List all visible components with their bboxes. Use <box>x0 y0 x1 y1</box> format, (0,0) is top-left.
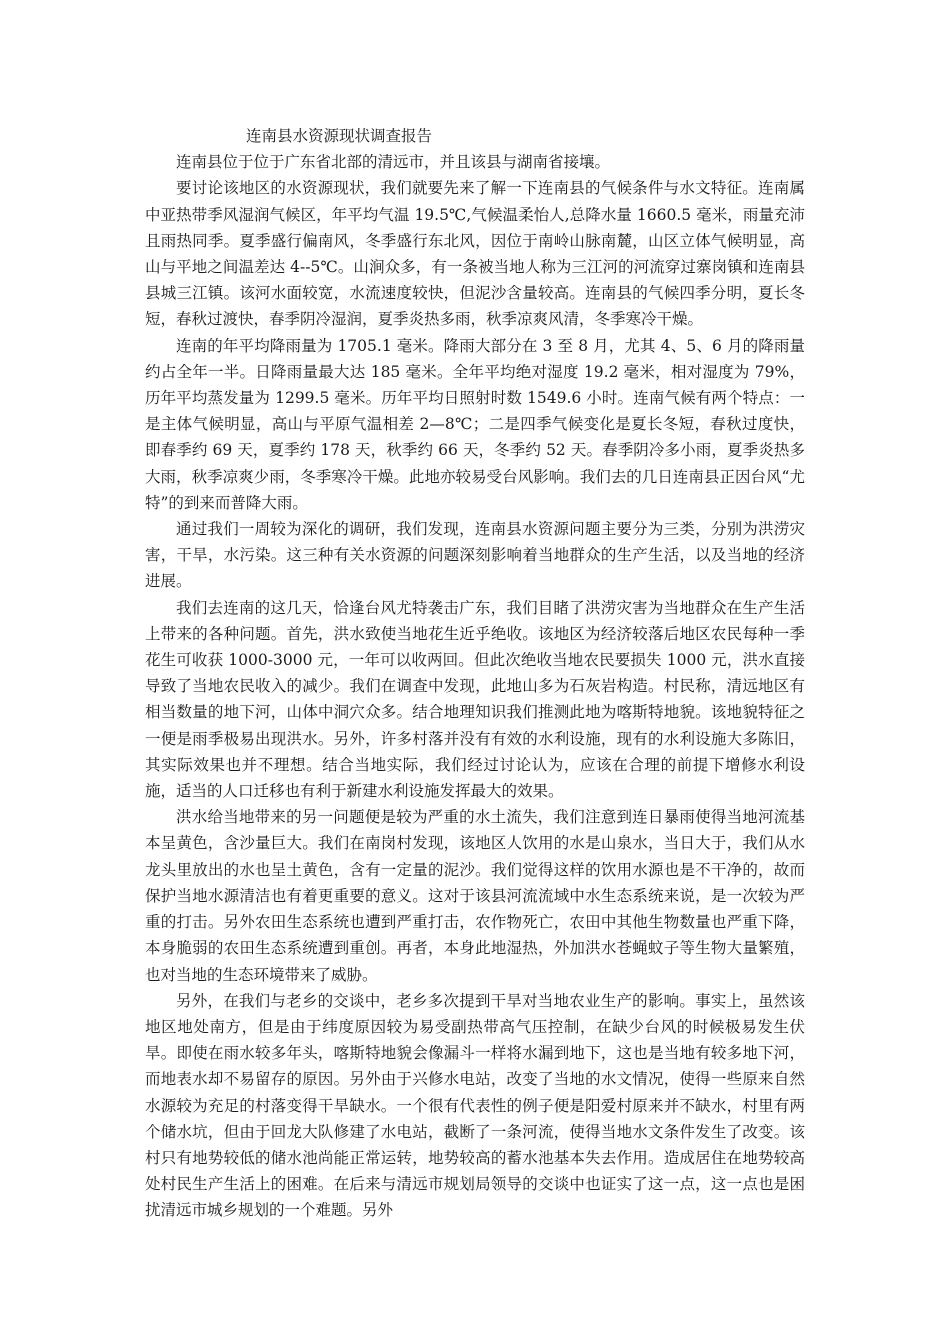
paragraph-flood: 我们去连南的这几天，恰逢台风尤特袭击广东，我们目睹了洪涝灾害为当地群众在生产生活上带来的各种问题。首先，洪水致使当地花生近乎绝收。该地区为经济较落后地区农民每种一季花生可收获 1000-3000 元，一年可以收两回。但此次绝收当地农民要损失 1000 元，洪水直接导致了当地农民收入的减少。我们在调查中发现，此地山多为石灰岩构造。村民称，清远地区有相当数量的地下河，山体中洞穴众多。结合地理知识我们推测此地为喀斯特地貌。该地貌特征之一便是雨季极易出现洪水。另外，许多村落并没有有效的水利设施，现有的水利设施大多陈旧，其实际效果也并不理想。结合当地实际，我们经过讨论认为，应该在合理的前提下增修水利设施，适当的人口迁移也有利于新建水利设施发挥最大的效果。 <box>145 598 805 801</box>
paragraph-climate: 要讨论该地区的水资源现状，我们就要先来了解一下连南县的气候条件与水文特征。连南属中亚热带季风湿润气候区，年平均气温 19.5℃,气候温柔怡人,总降水量 1660.5 毫米，雨量充沛且雨热同季。夏季盛行偏南风，冬季盛行东北风，因位于南岭山脉南麓，山区立体气候明显，高山与平地之间温差达 4--5℃。山涧众多，有一条被当地人称为三江河的河流穿过寨岗镇和连南县县城三江镇。该河水面较宽，水流速度较快，但泥沙含量较高。连南县的气候四季分明，夏长冬短，春秋过渡快，春季阴冷湿润，夏季炎热多雨，秋季凉爽风清，冬季寒冷干燥。 <box>145 179 805 329</box>
paragraph-drought: 另外，在我们与老乡的交谈中，老乡多次提到干旱对当地农业生产的影响。事实上，虽然该地区地处南方，但是由于纬度原因较为易受副热带高气压控制，在缺少台风的时候极易发生伏旱。即使在雨水较多年头，喀斯特地貌会像漏斗一样将水漏到地下，这也是当地有较多地下河，而地表水却不易留存的原因。另外由于兴修水电站，改变了当地的水文情况，使得一些原来自然水源较为充足的村落变得干旱缺水。一个很有代表性的例子便是阳爱村原来并不缺水，村里有两个储水坑，但由于回龙大队修建了水电站，截断了一条河流，使得当地水文条件发生了改变。该村只有地势较低的储水池尚能正常运转，地势较高的蓄水池基本失去作用。造成居住在地势较高处村民生产生活上的困难。在后来与清远市规划局领导的交谈中也证实了这一点，这一点也是困扰清远市城乡规划的一个难题。另外 <box>145 991 805 1220</box>
document-title: 连南县水资源现状调查报告 <box>246 127 433 145</box>
paragraph-intro: 连南县位于位于广东省北部的清远市，并且该县与湖南省接壤。 <box>176 153 611 172</box>
document-body <box>145 123 805 1224</box>
paragraph-findings: 通过我们一周较为深化的调研，我们发现，连南县水资源问题主要分为三类，分别为洪涝灾害，干旱，水污染。这三种有关水资源的问题深刻影响着当地群众的生产生活，以及当地的经济进展。 <box>145 520 805 591</box>
paragraph-erosion: 洪水给当地带来的另一问题便是较为严重的水土流失，我们注意到连日暴雨使得当地河流基本呈黄色，含沙量巨大。我们在南岗村发现，该地区人饮用的水是山泉水，当日大于，我们从水龙头里放出的水也呈土黄色，含有一定量的泥沙。我们觉得这样的饮用水源也是不干净的，故而保护当地水源清洁也有着更重要的意义。这对于该县河流流域中水生态系统来说，是一次较为严重的打击。另外农田生态系统也遭到严重打击，农作物死亡，农田中其他生物数量也严重下降，本身脆弱的农田生态系统遭到重创。再者，本身此地湿热，外加洪水苍蝇蚊子等生物大量繁殖，也对当地的生态环境带来了威胁。 <box>145 808 805 984</box>
paragraph-rainfall: 连南的年平均降雨量为 1705.1 毫米。降雨大部分在 3 至 8 月，尤其 4、5、6 月的降雨量约占全年一半。日降雨量最大达 185 毫米。全年平均绝对湿度 19.2 毫米，相对湿度为 79%，历年平均蒸发量为 1299.5 毫米。历年平均日照射时数 1549.6 小时。连南气候有两个特点：一是主体气候明显，高山与平原气温相差 2—8℃；二是四季气候变化是夏长冬短，春秋过度快，即春季约 69 天，夏季约 178 天，秋季约 66 天，冬季约 52 天。春季阴冷多小雨，夏季炎热多大雨，秋季凉爽少雨，冬季寒冷干燥。此地亦较易受台风影响。我们去的几日连南县正因台风“尤特”的到来而普降大雨。 <box>145 336 805 512</box>
